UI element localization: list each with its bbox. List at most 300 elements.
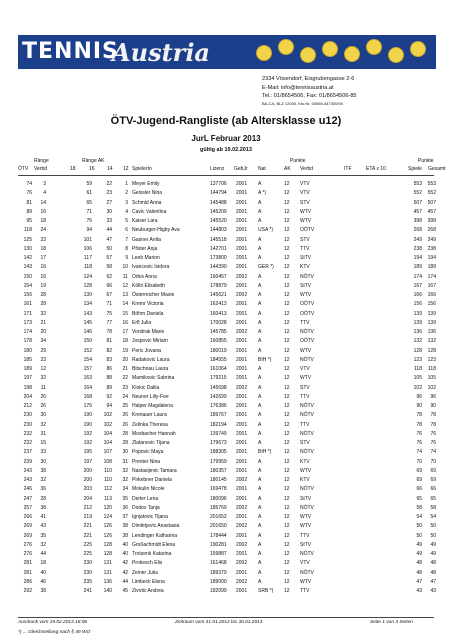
cell-name: Derler Lena: [132, 495, 159, 502]
cell-ak14: 86: [106, 366, 112, 372]
cell-ak16: 124: [83, 273, 92, 280]
cell-spiele: 189: [413, 264, 422, 271]
cell-verbd2: StTV: [300, 495, 312, 502]
cell-gesamt: 50: [430, 523, 436, 530]
cell-nat: A: [258, 245, 262, 252]
cell-oetv: 118: [24, 227, 32, 234]
cell-spiele: 139: [413, 319, 422, 326]
cell-spiele: 90: [416, 403, 422, 409]
cell-lizenz: 161064: [210, 366, 227, 372]
cell-ak16: 230: [83, 560, 92, 567]
cell-lizenz: 142701: [210, 245, 227, 252]
cell-oetv: 171: [23, 310, 32, 317]
cell-spiele: 49: [416, 541, 422, 548]
cell-gesamt: 76: [430, 430, 436, 437]
cell-ak12: 25: [122, 403, 128, 409]
cell-verbd: 44: [40, 551, 46, 557]
cell-gesamt: 78: [430, 412, 436, 419]
cell-ak: 12: [284, 495, 290, 502]
cell-ak14: 102: [103, 421, 112, 428]
cell-lizenz: 170028: [210, 319, 227, 326]
cell-nat: A: [258, 495, 262, 502]
cell-name: Mamikovic Sabrina: [132, 375, 175, 382]
col-eta: ETA x 10: [366, 166, 386, 172]
cell-lizenz: 145621: [210, 292, 227, 298]
col-ak14: 14: [107, 166, 113, 172]
cell-ak14: 131: [103, 569, 112, 576]
cell-gebjr: 2001: [236, 430, 248, 437]
cell-nat: A: [258, 486, 262, 493]
cell-nat: A: [258, 514, 262, 520]
cell-ak: 12: [284, 208, 290, 215]
cell-lizenz: 144794: [210, 190, 227, 197]
cell-ak: 12: [284, 245, 290, 252]
cell-ak: 12: [284, 421, 290, 428]
footer-page: Seite 1 von 3 Seiten: [370, 620, 413, 625]
cell-gebjr: 2001: [236, 255, 248, 261]
cell-ak16: 197: [83, 458, 92, 465]
cell-name: Kremr Victoria: [132, 301, 164, 308]
cell-ak14: 128: [103, 551, 112, 557]
cell-gebjr: 2002: [236, 523, 248, 530]
cell-verbd2: TTV: [300, 421, 310, 428]
cell-spiele: 96: [416, 393, 422, 400]
col-verbd-2: Verbd: [300, 166, 314, 172]
cell-gesamt: 156: [427, 301, 436, 308]
cell-spiele: 507: [413, 199, 422, 206]
cell-lizenz: 201650: [210, 523, 227, 530]
cell-gesamt: 47: [430, 578, 436, 585]
cell-lizenz: 176386: [210, 403, 227, 409]
tennis-austria-logo: [18, 35, 436, 69]
cell-verbd: 3: [43, 181, 46, 187]
cell-lizenz: 144390: [210, 264, 227, 271]
cell-oetv: 230: [23, 421, 32, 428]
table-row: [0, 356, 452, 365]
cell-ak12: 28: [122, 430, 128, 437]
cell-verbd: 43: [40, 523, 46, 530]
cell-spiele: 69: [416, 467, 422, 474]
cell-ak12: 40: [122, 541, 128, 548]
cell-spiele: 166: [413, 292, 422, 298]
cell-ak: 12: [284, 541, 290, 548]
cell-spiele: 50: [416, 532, 422, 539]
cell-oetv: 150: [23, 273, 32, 280]
cell-gebjr: 2002: [236, 560, 248, 567]
table-row: [0, 550, 452, 559]
col-itf: ITF: [344, 166, 352, 172]
phone-line: Tel.: 01/8654506, Fax: 01/8654506-85: [262, 93, 357, 100]
cell-ak16: 190: [83, 412, 92, 419]
cell-verbd2: WTV: [300, 347, 312, 354]
cell-ak12: 21: [122, 366, 128, 372]
header-divider: [18, 175, 434, 176]
cell-gebjr: 2002: [236, 292, 248, 298]
cell-oetv: 174: [23, 329, 32, 335]
cell-ak: 12: [284, 292, 290, 298]
cell-ak16: 76: [86, 218, 92, 224]
cell-spiele: 43: [416, 588, 422, 594]
cell-ak14: 124: [103, 514, 112, 520]
table-row: [0, 587, 452, 596]
cell-nat: A: [258, 458, 262, 465]
table-row: [0, 347, 452, 356]
cell-nat: A: [258, 218, 262, 224]
cell-gesamt: 123: [427, 356, 436, 363]
table-row: [0, 541, 452, 550]
cell-verbd: 32: [40, 310, 46, 317]
cell-oetv: 276: [23, 551, 32, 557]
cell-spiele: 65: [416, 495, 422, 502]
cell-gebjr: 2001: [236, 245, 248, 252]
cell-verbd2: WTV: [300, 218, 312, 224]
cell-gebjr: 2001: [236, 569, 248, 576]
cell-verbd: 16: [40, 264, 46, 271]
cell-ak14: 77: [106, 319, 112, 326]
cell-oetv: 76: [26, 190, 32, 197]
cell-gesamt: 43: [430, 588, 436, 594]
cell-oetv: 185: [23, 356, 32, 363]
cell-name: Nastasijevic Tamara: [132, 467, 177, 474]
valid-from: gültig ab 19.02.2013: [200, 147, 252, 153]
table-row: [0, 328, 452, 337]
cell-lizenz: 201652: [210, 514, 227, 520]
cell-ak14: 112: [104, 486, 112, 493]
cell-ak12: 19: [122, 347, 128, 354]
table-header: [0, 166, 452, 174]
cell-ak16: 71: [86, 208, 92, 215]
cell-verbd: 32: [40, 541, 46, 548]
cell-ak14: 47: [106, 236, 112, 243]
cell-oetv: 74: [26, 181, 32, 187]
cell-nat: USA *): [258, 227, 274, 234]
cell-name: Zlatanovic Tijana: [132, 440, 170, 446]
cell-ak14: 75: [106, 310, 112, 317]
cell-verbd: 18: [40, 245, 46, 252]
cell-gebjr: 2001: [236, 532, 248, 539]
cell-verbd: 29: [40, 347, 46, 354]
cell-lizenz: 162413: [210, 301, 227, 308]
cell-verbd2: NÖTV: [300, 273, 314, 280]
cell-gebjr: 2001: [236, 338, 248, 345]
cell-ak12: 7: [125, 236, 128, 243]
table-row: [0, 226, 452, 235]
cell-oetv: 198: [23, 384, 32, 391]
cell-ak14: 113: [104, 495, 112, 502]
table-row: [0, 319, 452, 328]
table-row: [0, 430, 452, 439]
cell-ak12: 1: [125, 181, 128, 187]
header-punkte-2: Punkte: [418, 158, 434, 164]
cell-oetv: 239: [23, 458, 32, 465]
cell-lizenz: 160855: [210, 338, 227, 345]
cell-verbd2: OÖTV: [300, 338, 315, 345]
cell-nat: A: [258, 412, 262, 419]
cell-name: Ignjatovic Tijana: [132, 514, 168, 520]
col-verbd: Verbd: [34, 166, 48, 172]
cell-ak12: 23: [122, 384, 128, 391]
cell-lizenz: 189767: [210, 412, 227, 419]
cell-nat: A: [258, 393, 262, 400]
cell-spiele: 58: [416, 504, 422, 511]
cell-nat: A: [258, 523, 262, 530]
cell-gebjr: 2002: [236, 329, 248, 335]
cell-ak16: 225: [83, 551, 92, 557]
cell-ak12: 6: [125, 227, 128, 234]
cell-ak12: 37: [122, 514, 128, 520]
cell-lizenz: 139749: [210, 430, 227, 437]
cell-ak: 12: [284, 190, 290, 197]
cell-ak12: 26: [122, 421, 128, 428]
cell-oetv: 247: [23, 495, 32, 502]
cell-nat: A: [258, 440, 262, 446]
cell-ak12: 8: [125, 245, 128, 252]
cell-lizenz: 180096: [210, 495, 227, 502]
cell-gesamt: 65: [430, 495, 436, 502]
table-row: [0, 522, 452, 531]
cell-lizenz: 159887: [210, 551, 227, 557]
cell-gesamt: 167: [427, 282, 436, 289]
cell-name: Klokic Dalila: [132, 384, 160, 391]
cell-name: Limbeck Elena: [132, 578, 165, 585]
cell-gesamt: 102: [427, 384, 436, 391]
cell-name: Mosbacher Hannah: [132, 430, 176, 437]
cell-gebjr: 2001: [236, 412, 248, 419]
cell-gesamt: 128: [427, 347, 436, 354]
cell-ak12: 12: [122, 282, 128, 289]
cell-ak16: 61: [86, 190, 92, 197]
cell-gebjr: 2001: [236, 403, 248, 409]
cell-nat: A: [258, 578, 262, 585]
cell-ak12: 40: [122, 551, 128, 557]
address-block: [262, 75, 357, 107]
cell-name: Leeb Marion: [132, 255, 160, 261]
cell-ak16: 200: [83, 467, 92, 474]
cell-ak12: 38: [122, 532, 128, 539]
cell-name: Radakovic Laura: [132, 356, 170, 363]
cell-name: Pfister Anja: [132, 245, 158, 252]
table-row: [0, 245, 452, 254]
table-row: [0, 578, 452, 587]
cell-ak14: 82: [106, 347, 112, 354]
cell-name: Pirkebner Daniela: [132, 477, 172, 483]
col-ak: AK: [284, 166, 291, 172]
cell-lizenz: 178444: [210, 532, 227, 539]
cell-lizenz: 145785: [210, 329, 227, 335]
cell-ak14: 126: [103, 523, 112, 530]
cell-ak16: 190: [83, 421, 92, 428]
cell-name: Peric Jovana: [132, 347, 161, 354]
cell-verbd2: KTV: [300, 264, 310, 271]
cell-ak12: 42: [122, 560, 128, 567]
cell-verbd2: TTV: [300, 319, 310, 326]
cell-gebjr: 2001: [236, 227, 248, 234]
cell-verbd2: NÖTV: [300, 504, 314, 511]
cell-nat: A: [258, 338, 262, 345]
cell-verbd: 40: [40, 569, 46, 576]
cell-verbd: 20: [40, 329, 46, 335]
cell-gesamt: 78: [430, 421, 436, 428]
cell-ak: 12: [284, 264, 290, 271]
cell-ak: 12: [284, 523, 290, 530]
cell-nat: A: [258, 273, 262, 280]
cell-verbd2: WTV: [300, 292, 312, 298]
cell-ak: 12: [284, 218, 290, 224]
cell-verbd2: NÖTV: [300, 430, 314, 437]
cell-lizenz: 173800: [210, 255, 227, 261]
cell-ak: 12: [284, 449, 290, 456]
cell-ak: 12: [284, 578, 290, 585]
cell-ak12: 20: [122, 356, 128, 363]
cell-ak: 12: [284, 486, 290, 493]
cell-oetv: 266: [23, 514, 32, 520]
cell-verbd: 18: [40, 218, 46, 224]
cell-oetv: 269: [23, 532, 32, 539]
cell-spiele: 238: [413, 245, 422, 252]
cell-gesamt: 49: [430, 551, 436, 557]
cell-ak16: 164: [83, 384, 92, 391]
cell-ak12: 28: [122, 440, 128, 446]
cell-lizenz: 185769: [210, 504, 227, 511]
cell-ak16: 145: [83, 319, 92, 326]
cell-nat: SRB *): [258, 588, 274, 594]
cell-ak16: 163: [83, 375, 92, 382]
cell-name: Gasner Anita: [132, 236, 161, 243]
cell-spiele: 457: [413, 208, 422, 215]
cell-oetv: 230: [23, 412, 32, 419]
cell-lizenz: 137706: [210, 181, 227, 187]
cell-gesamt: 69: [430, 467, 436, 474]
cell-ak: 12: [284, 467, 290, 474]
col-gesamt: Gesamt: [428, 166, 446, 172]
cell-verbd2: KTV: [300, 477, 310, 483]
footer-period: Zeitraum vom 31.01.2012 bis 30.01.2013: [175, 620, 263, 625]
cell-name: Zelinka Theresa: [132, 421, 168, 428]
cell-ak14: 83: [106, 356, 112, 363]
cell-verbd2: OÖTV: [300, 301, 315, 308]
cell-oetv: 232: [23, 440, 32, 446]
cell-name: Erfl Julia: [132, 319, 152, 326]
cell-ak: 12: [284, 569, 290, 576]
cell-ak16: 128: [83, 282, 92, 289]
cell-ak: 12: [284, 338, 290, 345]
cell-verbd: 24: [40, 227, 46, 234]
cell-spiele: 123: [413, 356, 422, 363]
cell-ak12: 32: [122, 477, 128, 483]
table-header-group: [0, 158, 452, 166]
cell-gebjr: 2001: [236, 588, 248, 594]
cell-gebjr: 2001: [236, 458, 248, 465]
cell-verbd2: NÖTV: [300, 551, 314, 557]
cell-gesamt: 58: [430, 504, 436, 511]
col-nat: Nat: [258, 166, 266, 172]
cell-nat: A: [258, 421, 262, 428]
cell-ak16: 241: [83, 588, 92, 594]
table-row: [0, 532, 452, 541]
cell-verbd: 33: [40, 449, 46, 456]
cell-oetv: 130: [23, 245, 32, 252]
cell-verbd: 36: [40, 486, 46, 493]
cell-ak: 12: [284, 504, 290, 511]
cell-name: Neuburger-Higby Ava: [132, 227, 180, 234]
cell-ak16: 221: [83, 532, 92, 539]
table-row: [0, 559, 452, 568]
cell-nat: A: [258, 301, 262, 308]
cell-name: Schmid Anna: [132, 199, 162, 206]
cell-gebjr: 2001: [236, 236, 248, 243]
cell-ak: 12: [284, 551, 290, 557]
logo-word-austria: Austria: [112, 38, 210, 67]
cell-spiele: 50: [416, 523, 422, 530]
cell-ak: 12: [284, 301, 290, 308]
cell-ak16: 221: [83, 523, 92, 530]
cell-ak14: 108: [103, 458, 112, 465]
cell-verbd2: NÖTV: [300, 449, 314, 456]
cell-nat: A: [258, 199, 262, 206]
cell-ak: 12: [284, 282, 290, 289]
cell-name: Kaiser Lara: [132, 218, 158, 224]
cell-name: Ivancevic Isidora: [132, 264, 170, 271]
cell-ak12: 13: [122, 292, 128, 298]
cell-oetv: 89: [26, 208, 32, 215]
table-row: [0, 439, 452, 448]
cell-ak: 12: [284, 347, 290, 354]
cell-ak14: 50: [106, 245, 112, 252]
cell-verbd2: STV: [300, 236, 310, 243]
cell-verbd: 38: [40, 588, 46, 594]
cell-spiele: 132: [413, 338, 422, 345]
col-lizenz: Lizenz: [210, 166, 225, 172]
footer-printed: Ausdruck vom 19.02.2013 18:06: [18, 620, 88, 625]
cell-nat: A: [258, 477, 262, 483]
cell-verbd: 38: [40, 467, 46, 474]
cell-ak16: 146: [83, 329, 92, 335]
table-row: [0, 476, 452, 485]
cell-gebjr: 2001: [236, 190, 248, 197]
cell-gesamt: 238: [427, 245, 436, 252]
cell-ak12: 17: [122, 329, 128, 335]
cell-oetv: 292: [23, 588, 32, 594]
cell-lizenz: 179673: [210, 440, 227, 446]
cell-ak16: 59: [86, 181, 92, 187]
table-row: [0, 448, 452, 457]
cell-verbd2: NÖTV: [300, 412, 314, 419]
table-row: [0, 384, 452, 393]
cell-name: Orbis Anna: [132, 273, 157, 280]
cell-spiele: 49: [416, 551, 422, 557]
cell-oetv: 125: [23, 236, 32, 243]
cell-oetv: 281: [23, 569, 32, 576]
cell-nat: A: [258, 430, 262, 437]
cell-verbd2: TTV: [300, 532, 310, 539]
cell-gesamt: 553: [427, 181, 436, 187]
cell-nat: A: [258, 282, 262, 289]
cell-ak14: 136: [103, 578, 112, 585]
cell-gebjr: 2001: [236, 495, 248, 502]
cell-gebjr: 2001: [236, 218, 248, 224]
cell-ak12: 32: [122, 467, 128, 474]
col-spieler: SpielerIn: [132, 166, 152, 172]
cell-gesamt: 507: [427, 199, 436, 206]
cell-oetv: 232: [23, 430, 32, 437]
cell-oetv: 243: [23, 477, 32, 483]
cell-ak14: 27: [106, 199, 112, 206]
cell-ak14: 107: [103, 449, 112, 456]
cell-ak12: 35: [122, 495, 128, 502]
cell-oetv: 246: [23, 486, 32, 493]
cell-ak: 12: [284, 412, 290, 419]
cell-verbd2: NÖTV: [300, 486, 314, 493]
